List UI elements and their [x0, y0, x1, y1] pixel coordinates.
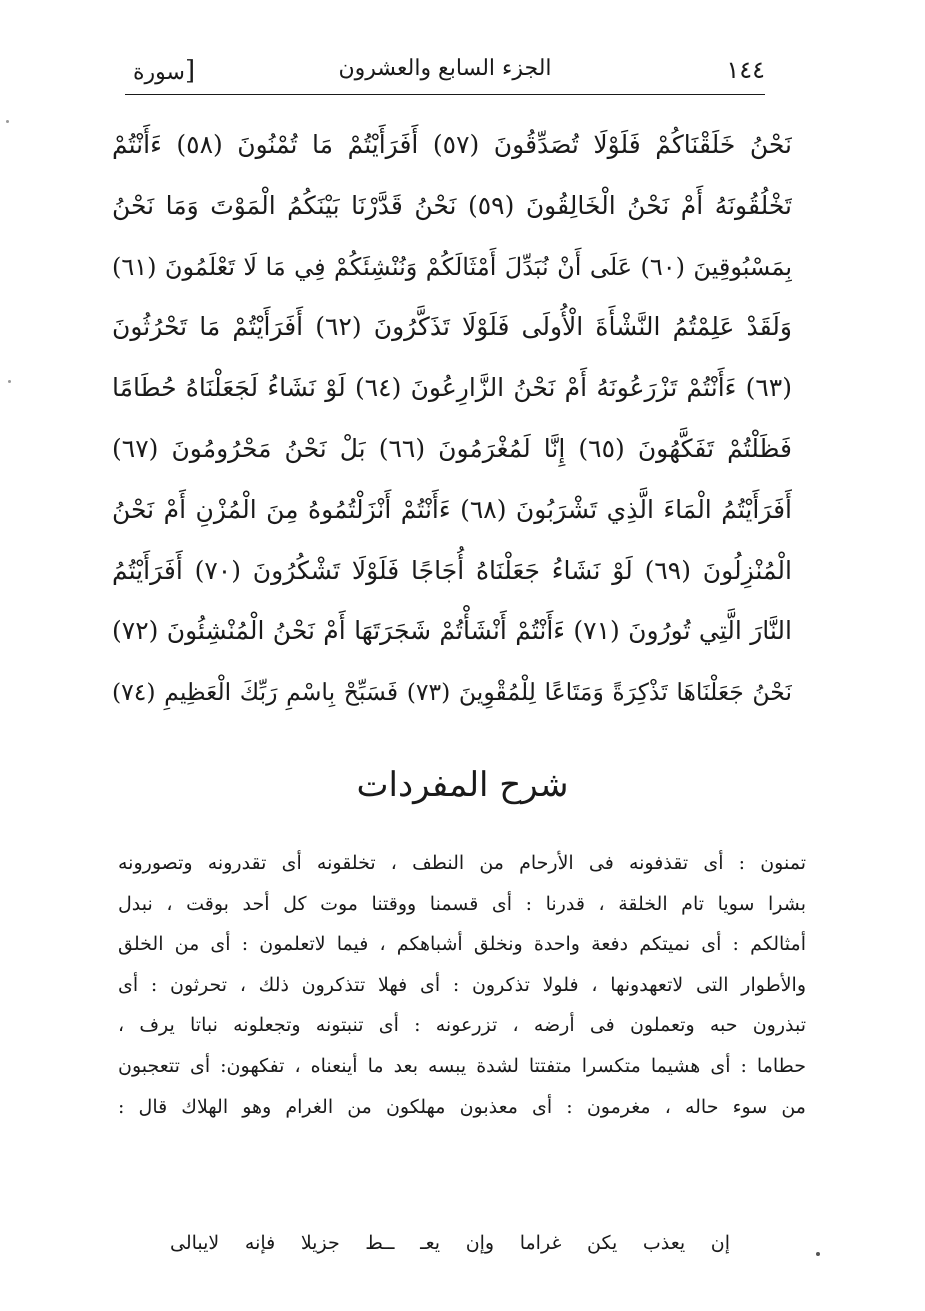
scan-speck	[8, 380, 11, 383]
verse-line: بِمَسْبُوقِينَ (٦٠) عَلَى أَنْ نُبَدِّلَ أَمْثَالَكُمْ وَنُنْشِئَكُمْ فِي مَا لَا تَعْلَمُونَ (٦١)	[112, 252, 792, 281]
surah-label	[133, 56, 197, 86]
verse-line: (٦٣) ءَأَنْتُمْ تَزْرَعُونَهُ أَمْ نَحْنُ الزَّارِعُونَ (٦٤) لَوْ نَشَاءُ لَجَعَلْنَاهُ حُطَامًا	[112, 373, 792, 403]
scan-speck	[6, 120, 9, 123]
verse-line: فَظَلْتُمْ تَفَكَّهُونَ (٦٥) إِنَّا لَمُغْرَمُونَ (٦٦) بَلْ نَحْنُ مَحْرُومُونَ (٦٧)	[112, 433, 792, 463]
scan-speck	[816, 1252, 820, 1256]
verse-line: الْمُنْزِلُونَ (٦٩) لَوْ نَشَاءُ جَعَلْنَاهُ أُجَاجًا فَلَوْلَا تَشْكُرُونَ (٧٠) أَفَرَأَيْتُمُ	[112, 555, 792, 585]
verse-line: نَحْنُ جَعَلْنَاهَا تَذْكِرَةً وَمَتَاعًا لِلْمُقْوِينَ (٧٣) فَسَبِّحْ بِاسْمِ رَبِّكَ الْعَظِيمِ (٧٤)	[112, 678, 792, 707]
surah-bracket: [	[184, 56, 196, 86]
verse-line: أَفَرَأَيْتُمُ الْمَاءَ الَّذِي تَشْرَبُونَ (٦٨) ءَأَنْتُمْ أَنْزَلْتُمُوهُ مِنَ الْمُزْنِ أَمْ نَحْنُ	[112, 494, 792, 524]
verse-line: وَلَقَدْ عَلِمْتُمُ النَّشْأَةَ الْأُولَى فَلَوْلَا تَذَكَّرُونَ (٦٢) أَفَرَأَيْتُمْ مَا تَحْرُثُونَ	[112, 312, 792, 342]
verse-line: تَخْلُقُونَهُ أَمْ نَحْنُ الْخَالِقُونَ (٥٩) نَحْنُ قَدَّرْنَا بَيْنَكُمُ الْمَوْتَ وَمَا نَحْنُ	[112, 190, 792, 220]
commentary-line: من سوء حاله ، مغرمون : أى معذبون مهلكون من الغرام وهو الهلاك قال :	[118, 1095, 806, 1118]
commentary	[118, 843, 806, 1127]
commentary-line: تمنون : أى تقذفونه فى الأرحام من النطف ، تخلقونه أى تقدرونه وتصورونه	[118, 852, 806, 874]
header-rule	[125, 94, 765, 95]
commentary-line: أمثالكم : أى نميتكم دفعة واحدة ونخلق أشباهكم ، فيما لاتعلمون : أى من الخلق	[118, 933, 806, 956]
poem-verse: إن يعذب يكن غراما وإن يعـ ــط جزيلا فإنه لايبالى	[170, 1232, 730, 1254]
running-head: الجزء السابع والعشرون	[338, 56, 552, 81]
page-number: ١٤٤	[726, 56, 765, 84]
commentary-line: بشرا سويا تام الخلقة ، قدرنا : أى قسمنا ووقتنا موت كل أحد بوقت ، نبدل	[118, 892, 806, 915]
page-header	[125, 50, 765, 92]
verse-line: نَحْنُ خَلَقْنَاكُمْ فَلَوْلَا تُصَدِّقُونَ (٥٧) أَفَرَأَيْتُمْ مَا تُمْنُونَ (٥٨) ءَأَنْتُمْ	[112, 130, 792, 159]
surah-label-text: سورة	[133, 60, 185, 85]
section-title: شرح المفردات	[356, 765, 569, 805]
verse-line: النَّارَ الَّتِي تُورُونَ (٧١) ءَأَنْتُمْ أَنْشَأْتُمْ شَجَرَتَهَا أَمْ نَحْنُ الْمُنْشِئُونَ (٧٢)	[112, 616, 792, 646]
commentary-line: حطاما : أى هشيما متكسرا متفتتا لشدة يبسه بعد ما أينعناه ، تفكهون: أى تتعجبون	[118, 1054, 806, 1077]
commentary-line: والأطوار التى لاتعهدونها ، فلولا تذكرون : أى فهلا تتذكرون ذلك ، تحرثون : أى	[118, 973, 806, 996]
quran-verses	[112, 115, 792, 723]
commentary-line: تبذرون حبه وتعملون فى أرضه ، تزرعونه : أى تنبتونه وتجعلونه نباتا يرف ،	[118, 1014, 806, 1037]
